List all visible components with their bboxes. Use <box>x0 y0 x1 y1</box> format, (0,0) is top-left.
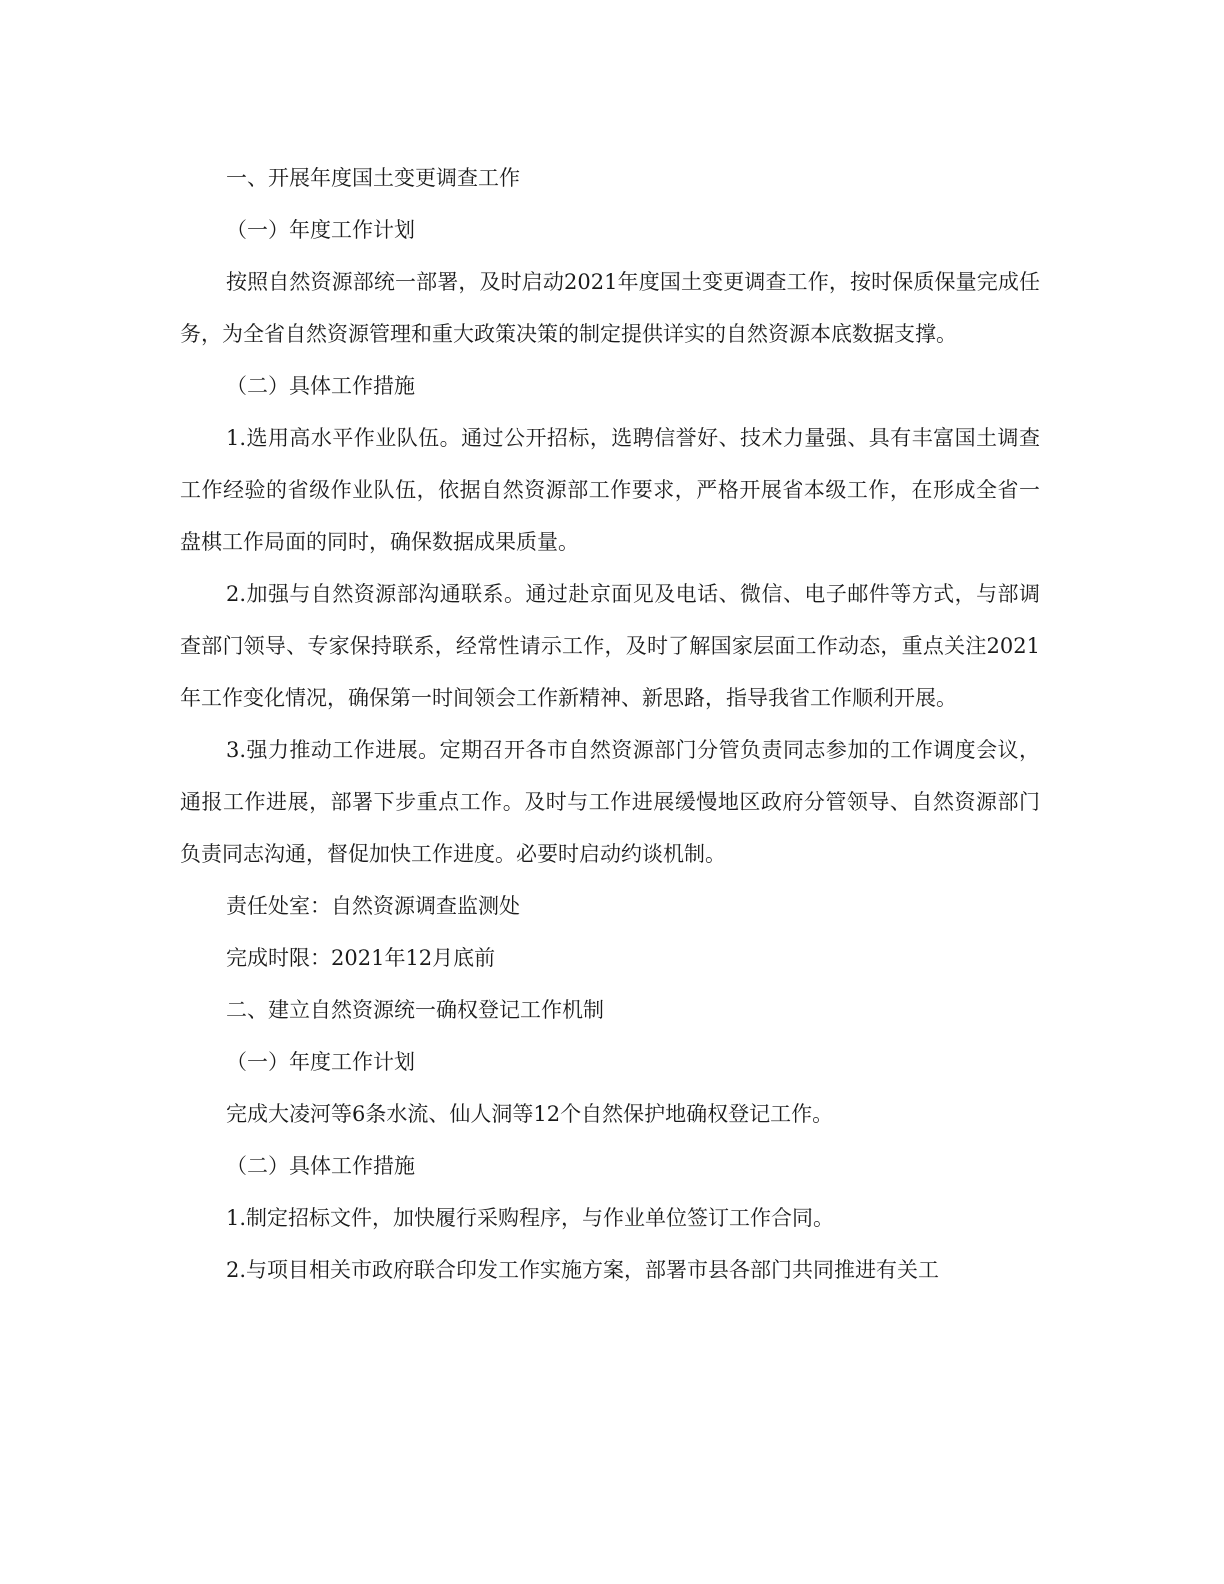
section-1-measure-1: 1.选用高水平作业队伍。通过公开招标，选聘信誉好、技术力量强、具有丰富国土调查工作经验的省级作业队伍，依据自然资源部工作要求，严格开展省本级工作，在形成全省一盘棋工作局面的同时，确保数据成果质量。 <box>180 426 1040 554</box>
section-1-plan-paragraph: 按照自然资源部统一部署，及时启动2021年度国土变更调查工作，按时保质保量完成任务，为全省自然资源管理和重大政策决策的制定提供详实的自然资源本底数据支撑。 <box>180 270 1040 346</box>
section-2-heading: 二、建立自然资源统一确权登记工作机制 <box>226 998 604 1022</box>
section-1-deadline: 完成时限：2021年12月底前 <box>226 946 496 970</box>
section-2-plan-heading: （一）年度工作计划 <box>226 1050 415 1074</box>
section-1-plan-heading: （一）年度工作计划 <box>226 218 415 242</box>
section-1-responsible-office: 责任处室：自然资源调查监测处 <box>226 894 520 918</box>
section-1-measure-3: 3.强力推动工作进展。定期召开各市自然资源部门分管负责同志参加的工作调度会议，通报工作进展，部署下步重点工作。及时与工作进展缓慢地区政府分管领导、自然资源部门负责同志沟通，督促加快工作进度。必要时启动约谈机制。 <box>180 738 1040 866</box>
section-2-plan-paragraph: 完成大凌河等6条水流、仙人洞等12个自然保护地确权登记工作。 <box>226 1102 834 1126</box>
section-2-measure-1: 1.制定招标文件，加快履行采购程序，与作业单位签订工作合同。 <box>226 1206 835 1230</box>
section-2-measure-2: 2.与项目相关市政府联合印发工作实施方案，部署市县各部门共同推进有关工 <box>226 1258 940 1282</box>
section-2-measures-heading: （二）具体工作措施 <box>226 1154 415 1178</box>
section-1-measure-2: 2.加强与自然资源部沟通联系。通过赴京面见及电话、微信、电子邮件等方式，与部调查部门领导、专家保持联系，经常性请示工作，及时了解国家层面工作动态，重点关注2021年工作变化情况，确保第一时间领会工作新精神、新思路，指导我省工作顺利开展。 <box>180 582 1040 710</box>
section-1-measures-heading: （二）具体工作措施 <box>226 374 415 398</box>
document-body <box>180 152 1040 1296</box>
section-1-heading: 一、开展年度国土变更调查工作 <box>226 166 520 190</box>
